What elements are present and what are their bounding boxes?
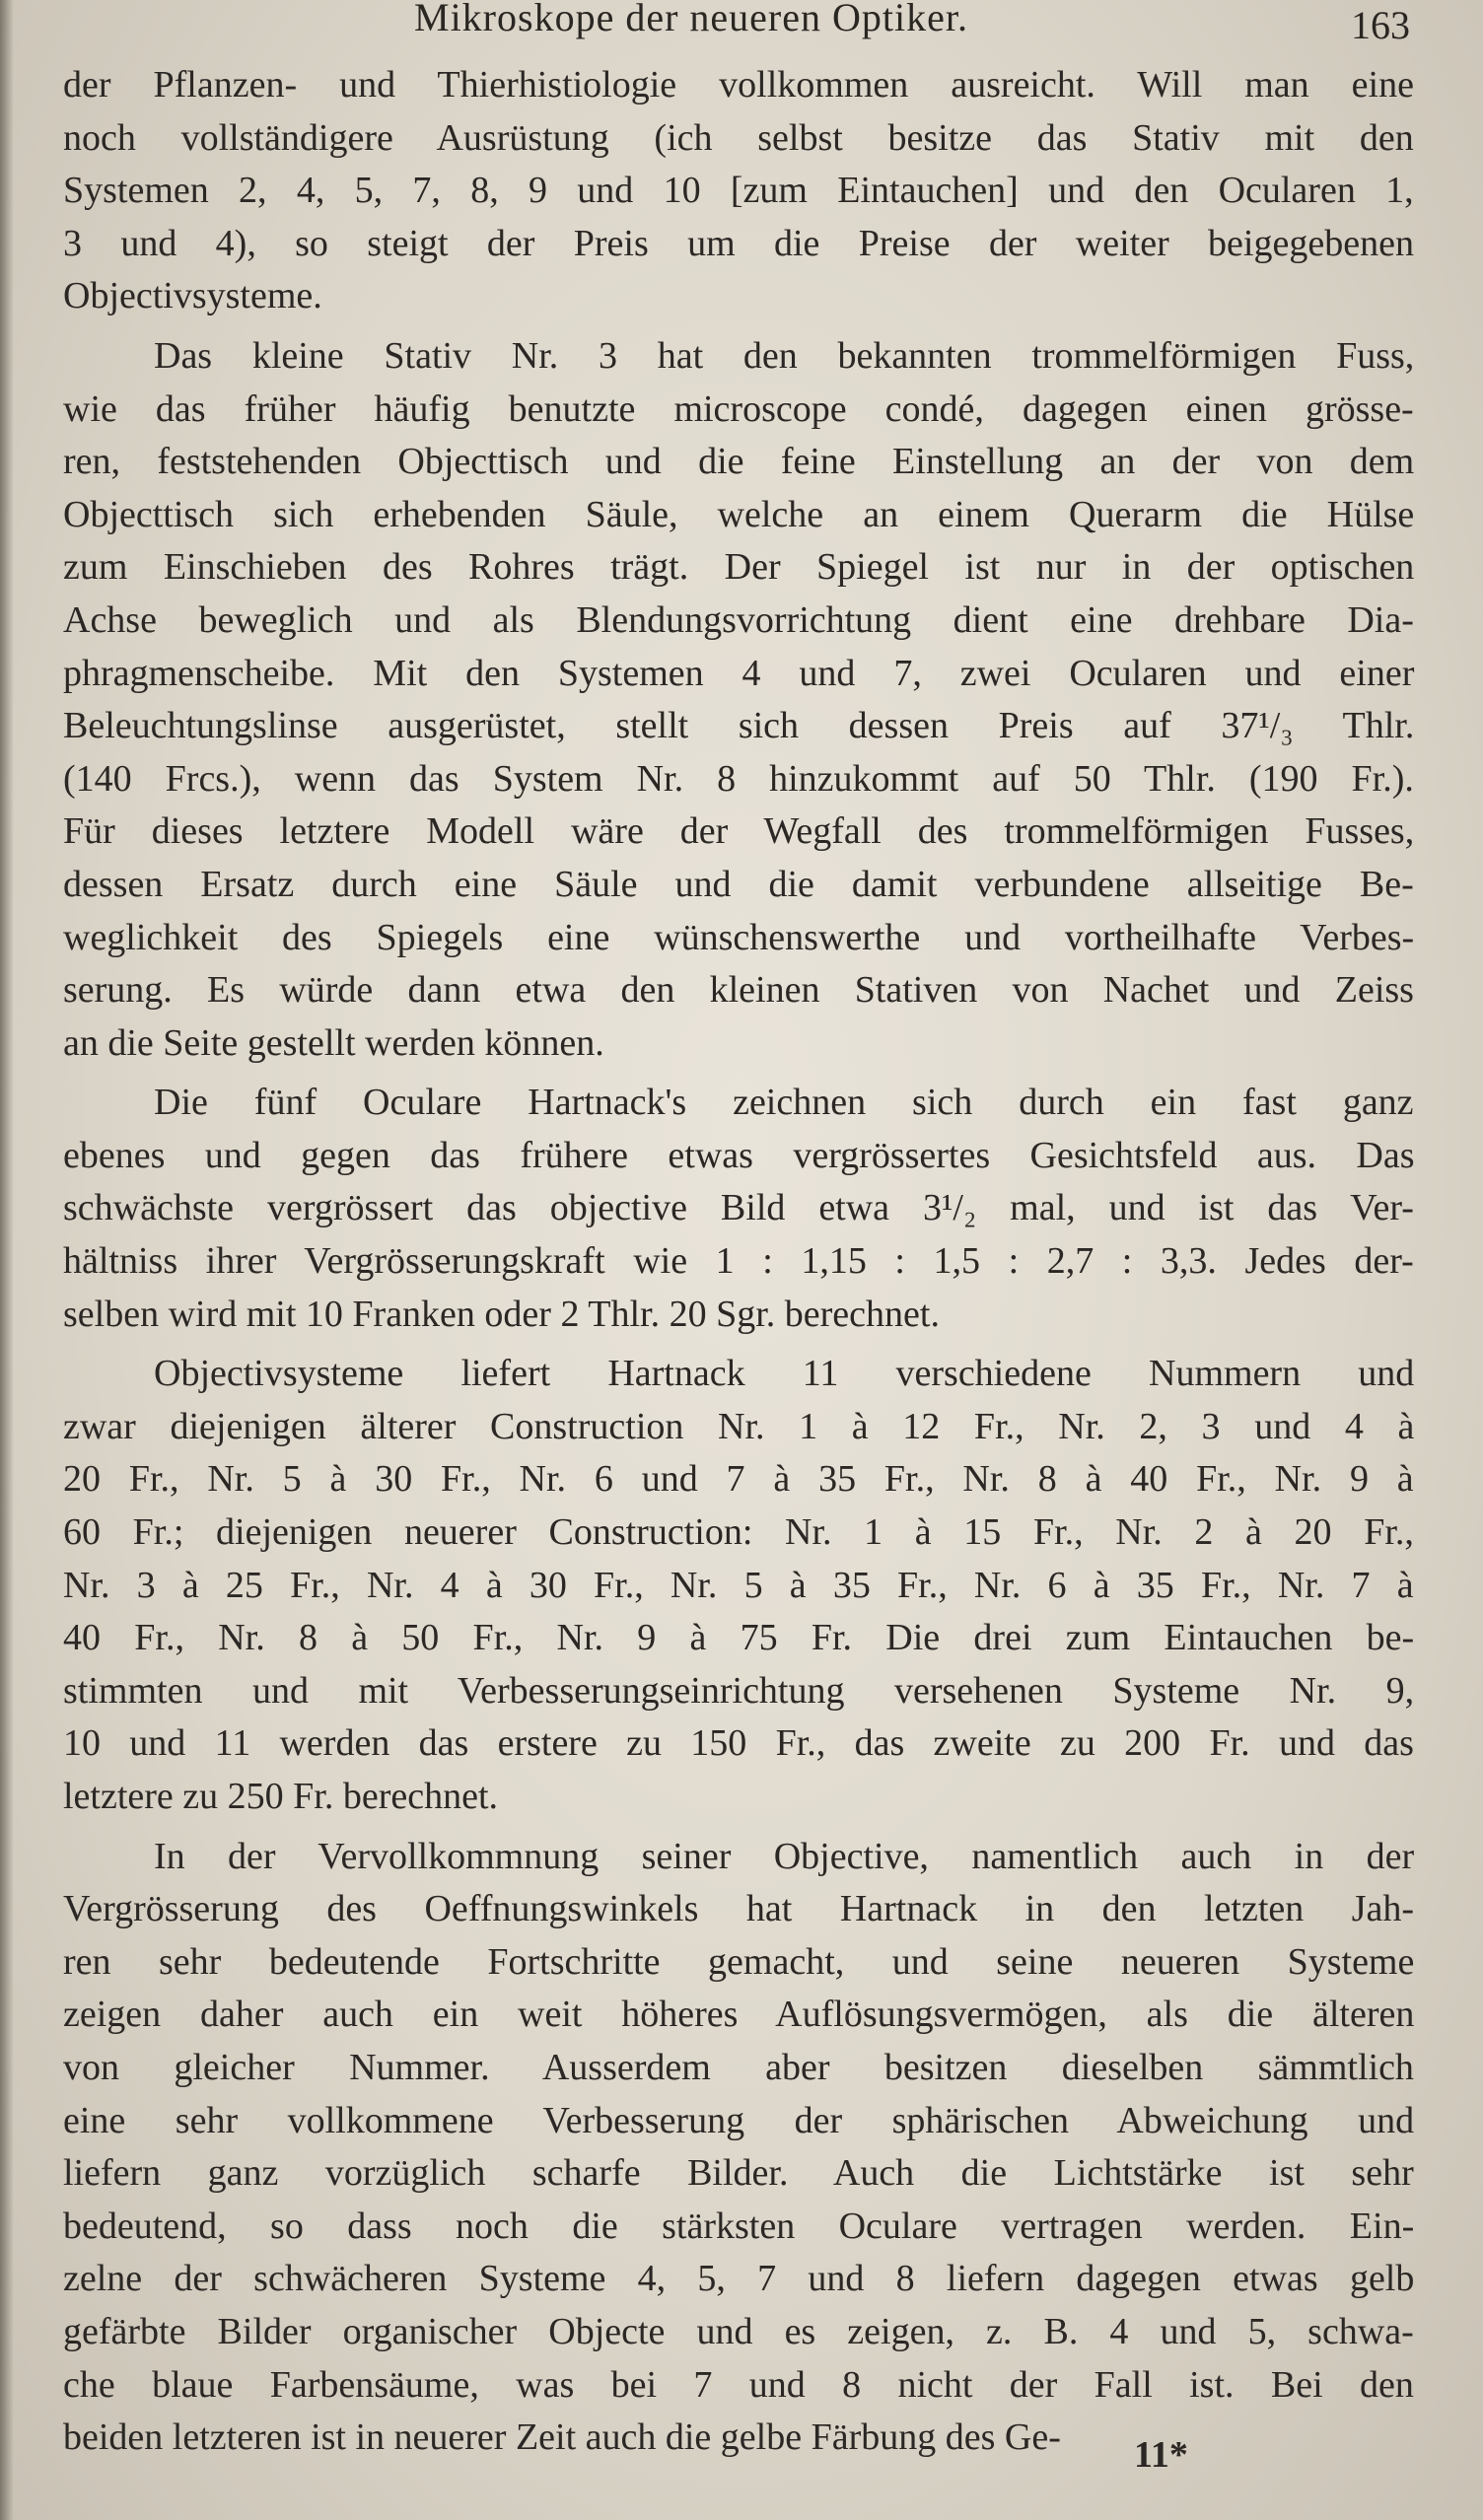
text-line: Systemen 2, 4, 5, 7, 8, 9 und 10 [zum Eintauchen] und den Ocularen 1, <box>63 170 1414 212</box>
text-line: 40 Fr., Nr. 8 à 50 Fr., Nr. 9 à 75 Fr. Die drei zum Eintauchen be- <box>63 1617 1415 1659</box>
paragraph <box>63 59 1414 323</box>
text-line: serung. Es würde dann etwa den kleinen Stativen von Nachet und Zeiss <box>63 969 1414 1012</box>
text-line: 3 und 4), so steigt der Preis um die Preise der weiter beigegebenen <box>63 222 1414 264</box>
text-line: Für dieses letztere Modell wäre der Wegfall des trommelförmigen Fusses, <box>63 810 1415 853</box>
text-line: ren sehr bedeutende Fortschritte gemacht, und seine neueren Systeme <box>63 1940 1415 1983</box>
text-line: Nr. 3 à 25 Fr., Nr. 4 à 30 Fr., Nr. 5 à 35 Fr., Nr. 6 à 35 Fr., Nr. 7 à <box>63 1564 1414 1606</box>
text-line: Achse beweglich und als Blendungsvorrichtung dient eine drehbare Dia- <box>63 598 1414 641</box>
text-line: gefärbte Bilder organischer Objecte und es zeigen, z. B. 4 und 5, schwa- <box>63 2310 1414 2352</box>
signature-mark: 11* <box>1134 2434 1188 2476</box>
text-line: wie das früher häufig benutzte microscope condé, dagegen einen grösse- <box>63 387 1414 430</box>
text-line: Objectivsysteme liefert Hartnack 11 verschiedene Nummern und <box>154 1353 1415 1395</box>
text-line: 10 und 11 werden das erstere zu 150 Fr., das zweite zu 200 Fr. und das <box>63 1722 1414 1765</box>
text-line: Objectivsysteme. <box>63 275 322 317</box>
text-line: stimmten und mit Verbesserungseinrichtung versehenen Systeme Nr. 9, <box>63 1669 1415 1712</box>
page-number: 163 <box>1351 3 1410 47</box>
text-line: noch vollständigere Ausrüstung (ich selbst besitze das Stativ mit den <box>63 116 1414 159</box>
text-line: hältniss ihrer Vergrösserungskraft wie 1 : 1,15 : 1,5 : 2,7 : 3,3. Jedes der- <box>63 1240 1414 1283</box>
text-line: eine sehr vollkommene Verbesserung der sphärischen Abweichung und <box>63 2099 1415 2141</box>
text-line: beiden letzteren ist in neuerer Zeit auch die gelbe Färbung des Ge- <box>63 2416 1061 2459</box>
text-line: Das kleine Stativ Nr. 3 hat den bekannten trommelförmigen Fuss, <box>154 334 1415 377</box>
text-line: che blaue Farbensäume, was bei 7 und 8 nicht der Fall ist. Bei den <box>63 2363 1414 2406</box>
text-line: ren, feststehenden Objecttisch und die feine Einstellung an der von dem <box>63 441 1415 483</box>
text-line: phragmenscheibe. Mit den Systemen 4 und 7, zwei Ocularen und einer <box>63 652 1415 694</box>
text-line: dessen Ersatz durch eine Säule und die damit verbundene allseitige Be- <box>63 863 1414 905</box>
text-line: an die Seite gestellt werden können. <box>63 1021 604 1064</box>
text-line: 60 Fr.; diejenigen neuerer Construction: Nr. 1 à 15 Fr., Nr. 2 à 20 Fr., <box>63 1511 1414 1554</box>
text-line: der Pflanzen- und Thierhistiologie vollkommen ausreicht. Will man eine <box>63 64 1414 105</box>
paragraph <box>63 330 1414 1070</box>
paragraph-gap <box>63 1341 1414 1348</box>
text-line: zwar diejenigen älterer Construction Nr. 1 à 12 Fr., Nr. 2, 3 und 4 à <box>63 1405 1415 1447</box>
text-line: Die fünf Oculare Hartnack's zeichnen sich durch ein fast ganz <box>154 1082 1414 1124</box>
paragraph <box>63 1348 1414 1823</box>
text-line: 20 Fr., Nr. 5 à 30 Fr., Nr. 6 und 7 à 35 Fr., Nr. 8 à 40 Fr., Nr. 9 à <box>63 1458 1414 1501</box>
text-line: schwächste vergrössert das objective Bild etwa 3¹/₂ mal, und ist das Ver- <box>63 1187 1414 1229</box>
text-line: selben wird mit 10 Franken oder 2 Thlr. 20 Sgr. berechnet. <box>63 1293 940 1335</box>
text-line: In der Vervollkommnung seiner Objective, namentlich auch in der <box>154 1835 1415 1877</box>
paragraph-gap <box>63 323 1414 330</box>
text-line: bedeutend, so dass noch die stärksten Oculare vertragen werden. Ein- <box>63 2205 1415 2247</box>
paragraph <box>63 1077 1414 1341</box>
paragraph-gap <box>63 1824 1414 1831</box>
page-header <box>0 0 1483 49</box>
text-line: Beleuchtungslinse ausgerüstet, stellt sich dessen Preis auf 37¹/₃ Thlr. <box>63 705 1415 747</box>
text-line: von gleicher Nummer. Ausserdem aber besitzen dieselben sämmtlich <box>63 2046 1414 2088</box>
text-line: letztere zu 250 Fr. berechnet. <box>63 1776 499 1817</box>
text-line: zum Einschieben des Rohres trägt. Der Spiegel ist nur in der optischen <box>63 546 1415 589</box>
running-head: Mikroskope der neueren Optiker. <box>414 0 968 39</box>
text-line: zelne der schwächeren Systeme 4, 5, 7 und 8 liefern dagegen etwas gelb <box>63 2258 1415 2300</box>
text-line: ebenes und gegen das frühere etwas vergrössertes Gesichtsfeld aus. Das <box>63 1134 1415 1176</box>
paragraph <box>63 1831 1414 2465</box>
text-line: (140 Frcs.), wenn das System Nr. 8 hinzukommt auf 50 Thlr. (190 Fr.). <box>63 757 1414 800</box>
text-line: liefern ganz vorzüglich scharfe Bilder. Auch die Lichtstärke ist sehr <box>63 2152 1414 2195</box>
text-line: Objecttisch sich erhebenden Säule, welche an einem Querarm die Hülse <box>63 493 1415 535</box>
text-line: weglichkeit des Spiegels eine wünschenswerthe und vortheilhafte Verbes- <box>63 916 1415 958</box>
body-text <box>63 59 1414 2465</box>
text-line: Vergrösserung des Oeffnungswinkels hat Hartnack in den letzten Jah- <box>63 1888 1415 1930</box>
page-shadow-edge <box>0 0 14 2520</box>
paragraph-gap <box>63 1070 1414 1077</box>
text-line: zeigen daher auch ein weit höheres Auflösungsvermögen, als die älteren <box>63 1994 1415 2036</box>
